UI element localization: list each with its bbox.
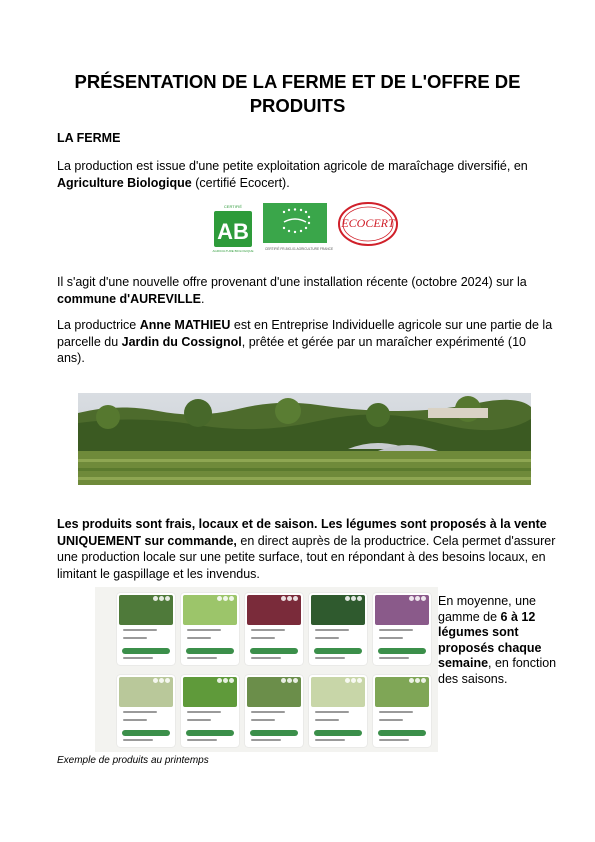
product-text-line xyxy=(187,719,211,721)
product-text-line xyxy=(379,711,413,713)
p1-text-c: (certifié Ecocert). xyxy=(191,175,290,190)
ab-text: AB xyxy=(217,219,249,244)
product-action-icon[interactable] xyxy=(159,596,164,601)
product-text-line xyxy=(379,657,409,659)
p1-text-a: La production est issue d'une petite exploitation agricole de maraîchage diversifié, en xyxy=(57,159,528,173)
paragraph-products xyxy=(57,516,557,582)
product-action-icon[interactable] xyxy=(223,678,228,683)
paragraph-assortment xyxy=(438,594,563,687)
p2-text-a: Il s'agit d'une nouvelle offre provenant d'une installation récente (octobre 2024) sur la xyxy=(57,275,527,289)
paragraph-production xyxy=(57,158,555,191)
p3-text-d: Jardin du Cossignol xyxy=(121,334,242,349)
ab-logo xyxy=(212,202,254,258)
product-action-icon[interactable] xyxy=(409,596,414,601)
product-card[interactable] xyxy=(309,593,367,665)
side-text-b: 6 à 12 légumes sont proposés chaque semaine xyxy=(438,609,542,670)
p4-text-a: Les produits sont frais, locaux et de saison. Les légumes sont proposés à la vente UNIQUEMENT sur commande, xyxy=(57,517,547,548)
side-text-a: En moyenne, une gamme de xyxy=(438,594,536,624)
ecocert-logo xyxy=(339,203,397,245)
product-text-line xyxy=(251,719,275,721)
p3-text-c: est en Entreprise Individuelle agricole sur une partie de la parcelle du xyxy=(57,318,553,349)
product-text-line xyxy=(251,711,285,713)
product-availability-badge xyxy=(314,648,362,654)
product-card[interactable] xyxy=(245,675,303,747)
product-availability-badge xyxy=(378,648,426,654)
ab-top-text: CERTIFIÉ xyxy=(223,204,243,209)
product-availability-badge xyxy=(314,730,362,736)
p1-text-b: Agriculture Biologique xyxy=(57,175,192,190)
product-availability-badge xyxy=(122,648,170,654)
product-text-line xyxy=(379,637,403,639)
product-text-line xyxy=(315,739,345,741)
product-action-icon[interactable] xyxy=(357,596,362,601)
side-text-c: , en fonction des saisons. xyxy=(438,656,557,686)
product-action-icon[interactable] xyxy=(345,596,350,601)
product-card[interactable] xyxy=(117,593,175,665)
product-card[interactable] xyxy=(373,593,431,665)
product-text-line xyxy=(123,711,157,713)
product-action-icon[interactable] xyxy=(223,596,228,601)
product-action-icon[interactable] xyxy=(357,678,362,683)
eu-logo-text: CERTIFIÉ FR-BIO-01 AGRICULTURE FRANCE xyxy=(265,247,334,251)
product-text-line xyxy=(187,629,221,631)
product-text-line xyxy=(379,719,403,721)
p3-text-e: , prêtée et gérée par un maraîcher expérimenté (10 ans). xyxy=(57,334,526,365)
product-action-icon[interactable] xyxy=(415,596,420,601)
product-action-icon[interactable] xyxy=(409,678,414,683)
product-card[interactable] xyxy=(245,593,303,665)
product-action-icon[interactable] xyxy=(165,678,170,683)
product-availability-badge xyxy=(122,730,170,736)
product-action-icon[interactable] xyxy=(415,678,420,683)
page-title: PRÉSENTATION DE LA FERME ET DE L'OFFRE DE PRODUITS xyxy=(74,71,521,116)
product-card[interactable] xyxy=(181,593,239,665)
product-action-icon[interactable] xyxy=(153,596,158,601)
ab-bottom-text: AGRICULTURE BIOLOGIQUE xyxy=(212,249,254,253)
product-text-line xyxy=(379,739,409,741)
certification-logos xyxy=(210,200,400,260)
section-heading: LA FERME xyxy=(57,131,121,145)
product-action-icon[interactable] xyxy=(421,678,426,683)
product-action-icon[interactable] xyxy=(293,678,298,683)
product-action-icon[interactable] xyxy=(287,596,292,601)
product-card[interactable] xyxy=(373,675,431,747)
product-text-line xyxy=(251,637,275,639)
p3-text-b: Anne MATHIEU xyxy=(139,318,231,332)
product-action-icon[interactable] xyxy=(293,596,298,601)
product-action-icon[interactable] xyxy=(229,678,234,683)
eu-organic-logo xyxy=(263,203,333,251)
product-action-icon[interactable] xyxy=(351,596,356,601)
p2-text-b: commune d'AUREVILLE xyxy=(57,291,201,306)
product-text-line xyxy=(315,637,339,639)
product-text-line xyxy=(123,629,157,631)
product-text-line xyxy=(187,711,221,713)
product-card[interactable] xyxy=(309,675,367,747)
product-text-line xyxy=(251,629,285,631)
product-text-line xyxy=(123,739,153,741)
product-card[interactable] xyxy=(181,675,239,747)
p4-text-b: en direct auprès de la productrice. Cela permet d'assurer une production locale sur une petite surface, tout en répondant à des besoins locaux, en limitant le gaspillage et les invendus. xyxy=(57,533,556,581)
product-availability-badge xyxy=(250,730,298,736)
product-action-icon[interactable] xyxy=(281,596,286,601)
product-action-icon[interactable] xyxy=(217,678,222,683)
p2-text-c: . xyxy=(200,291,205,306)
product-text-line xyxy=(187,657,217,659)
ecocert-text: ECOCERT xyxy=(341,216,395,230)
image-caption: Exemple de produits au printemps xyxy=(57,755,209,766)
product-availability-badge xyxy=(250,648,298,654)
product-action-icon[interactable] xyxy=(217,596,222,601)
product-action-icon[interactable] xyxy=(229,596,234,601)
product-text-line xyxy=(251,739,281,741)
product-text-line xyxy=(251,657,281,659)
product-text-line xyxy=(315,629,349,631)
product-text-line xyxy=(379,629,413,631)
product-action-icon[interactable] xyxy=(287,678,292,683)
product-text-line xyxy=(187,739,217,741)
product-action-icon[interactable] xyxy=(153,678,158,683)
product-action-icon[interactable] xyxy=(345,678,350,683)
product-action-icon[interactable] xyxy=(159,678,164,683)
product-card[interactable] xyxy=(117,675,175,747)
products-screenshot xyxy=(95,587,438,752)
p3-text-a: La productrice xyxy=(57,318,140,332)
product-text-line xyxy=(123,719,147,721)
product-text-line xyxy=(187,637,211,639)
product-text-line xyxy=(123,657,153,659)
product-availability-badge xyxy=(186,730,234,736)
product-action-icon[interactable] xyxy=(165,596,170,601)
product-text-line xyxy=(315,657,345,659)
product-text-line xyxy=(315,711,349,713)
product-action-icon[interactable] xyxy=(351,678,356,683)
product-availability-badge xyxy=(378,730,426,736)
product-text-line xyxy=(315,719,339,721)
paragraph-producer xyxy=(57,317,555,367)
paragraph-installation xyxy=(57,274,555,307)
product-action-icon[interactable] xyxy=(421,596,426,601)
product-availability-badge xyxy=(186,648,234,654)
product-text-line xyxy=(123,637,147,639)
farm-photo xyxy=(78,393,531,485)
product-action-icon[interactable] xyxy=(281,678,286,683)
